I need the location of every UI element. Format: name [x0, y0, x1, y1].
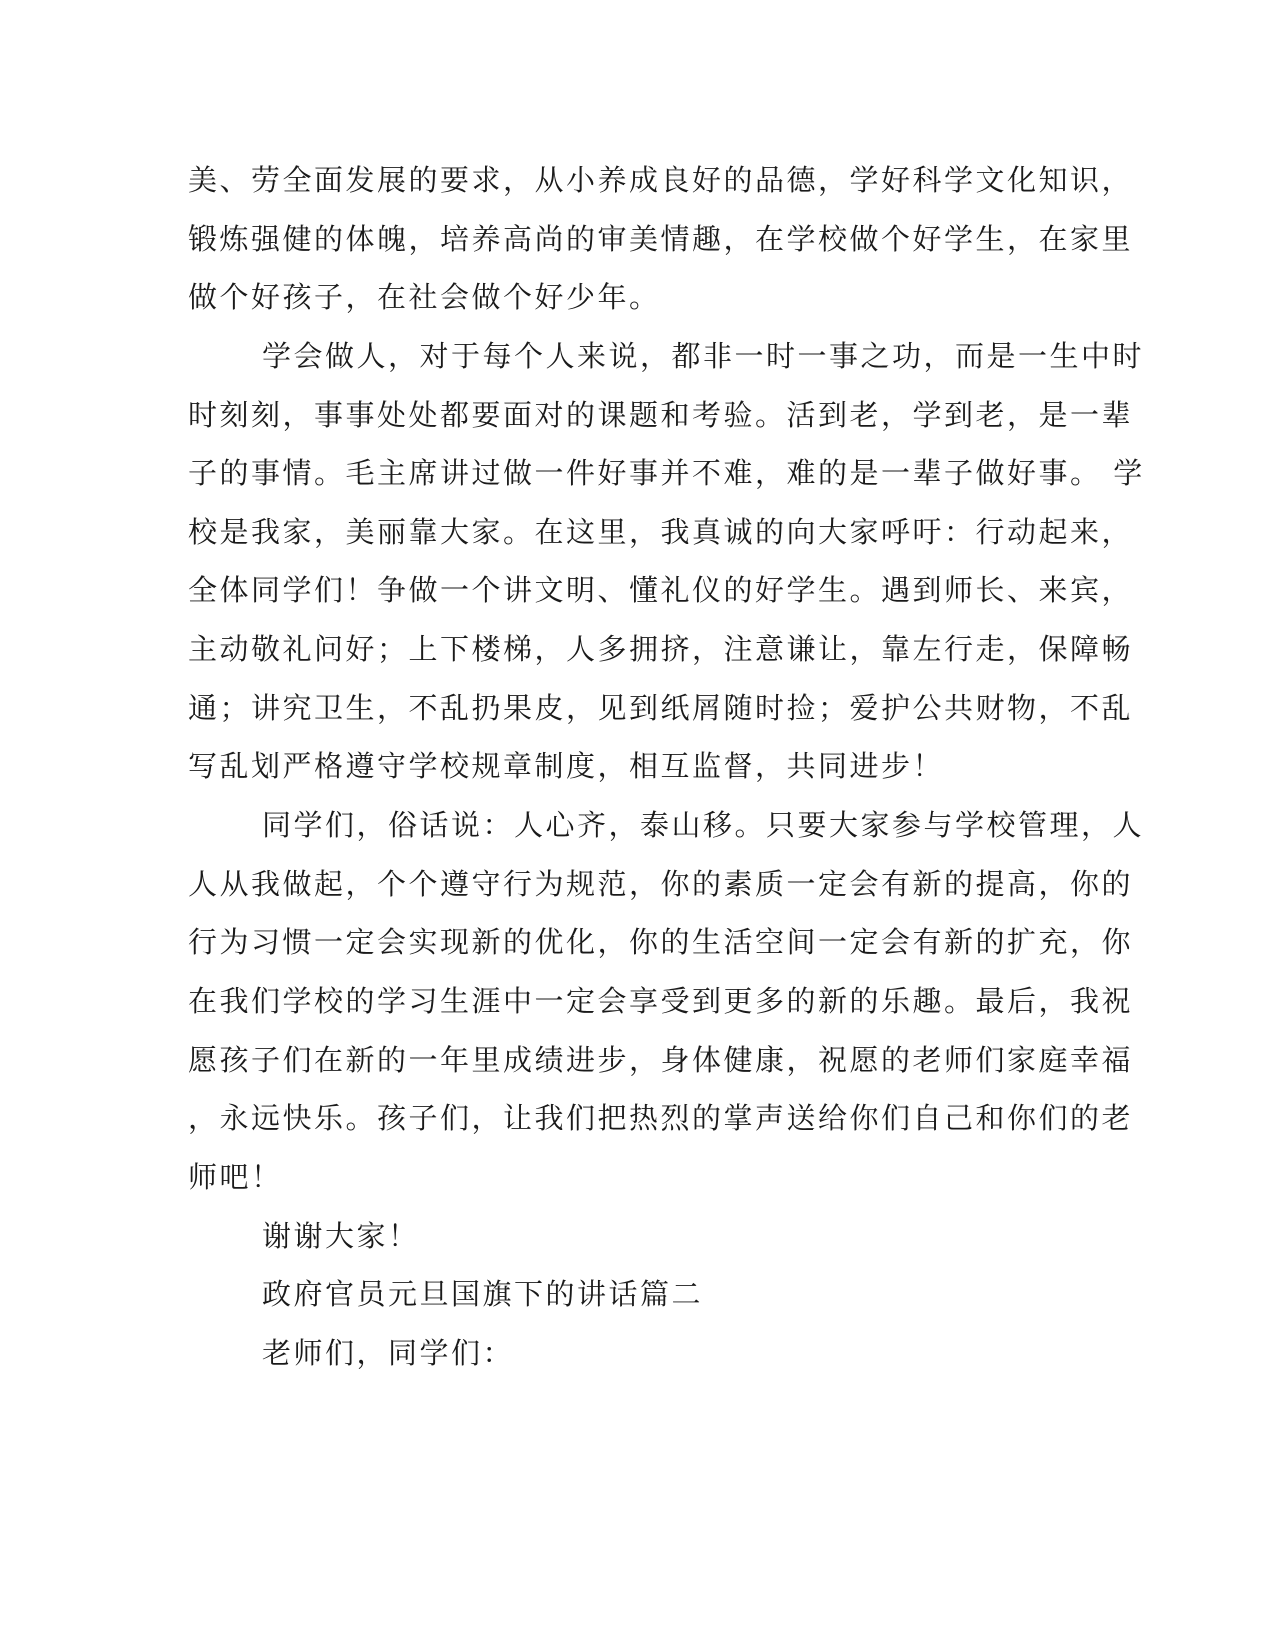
body-text-line: 锻炼强健的体魄，培养高尚的审美情趣，在学校做个好学生，在家里 — [188, 222, 1134, 256]
paragraph-first-line: 同学们，俗话说：人心齐，泰山移。只要大家参与学校管理，人 — [262, 808, 1145, 842]
salutation-line: 老师们，同学们： — [262, 1336, 515, 1370]
body-text-line: ，永远快乐。孩子们，让我们把热烈的掌声送给你们自己和你们的老 — [188, 1101, 1134, 1135]
body-text-line: 人从我做起，个个遵守行为规范，你的素质一定会有新的提高，你的 — [188, 867, 1134, 901]
body-text-line: 师吧！ — [188, 1160, 283, 1194]
body-text-line: 做个好孩子，在社会做个好少年。 — [188, 280, 661, 314]
body-text-line: 行为习惯一定会实现新的优化，你的生活空间一定会有新的扩充，你 — [188, 925, 1134, 959]
body-text-line: 子的事情。毛主席讲过做一件好事并不难，难的是一辈子做好事。 学 — [188, 456, 1145, 490]
body-text-line: 写乱划严格遵守学校规章制度，相互监督，共同进步！ — [188, 749, 945, 783]
body-text-line: 主动敬礼问好；上下楼梯，人多拥挤，注意谦让，靠左行走，保障畅 — [188, 632, 1134, 666]
body-text-line: 时刻刻，事事处处都要面对的课题和考验。活到老，学到老，是一辈 — [188, 398, 1134, 432]
thanks-line: 谢谢大家！ — [262, 1219, 420, 1253]
body-text-line: 在我们学校的学习生涯中一定会享受到更多的新的乐趣。最后，我祝 — [188, 984, 1134, 1018]
body-text-line: 全体同学们！争做一个讲文明、懂礼仪的好学生。遇到师长、来宾， — [188, 573, 1134, 607]
body-text-line: 通；讲究卫生，不乱扔果皮，见到纸屑随时捡；爱护公共财物，不乱 — [188, 691, 1134, 725]
body-text-line: 美、劳全面发展的要求，从小养成良好的品德，学好科学文化知识， — [188, 163, 1134, 197]
body-text-line: 校是我家，美丽靠大家。在这里，我真诚的向大家呼吁：行动起来， — [188, 515, 1134, 549]
body-text-line: 愿孩子们在新的一年里成绩进步，身体健康，祝愿的老师们家庭幸福 — [188, 1043, 1134, 1077]
paragraph-first-line: 学会做人，对于每个人来说，都非一时一事之功，而是一生中时 — [262, 339, 1145, 373]
section-title: 政府官员元旦国旗下的讲话篇二 — [262, 1277, 704, 1311]
